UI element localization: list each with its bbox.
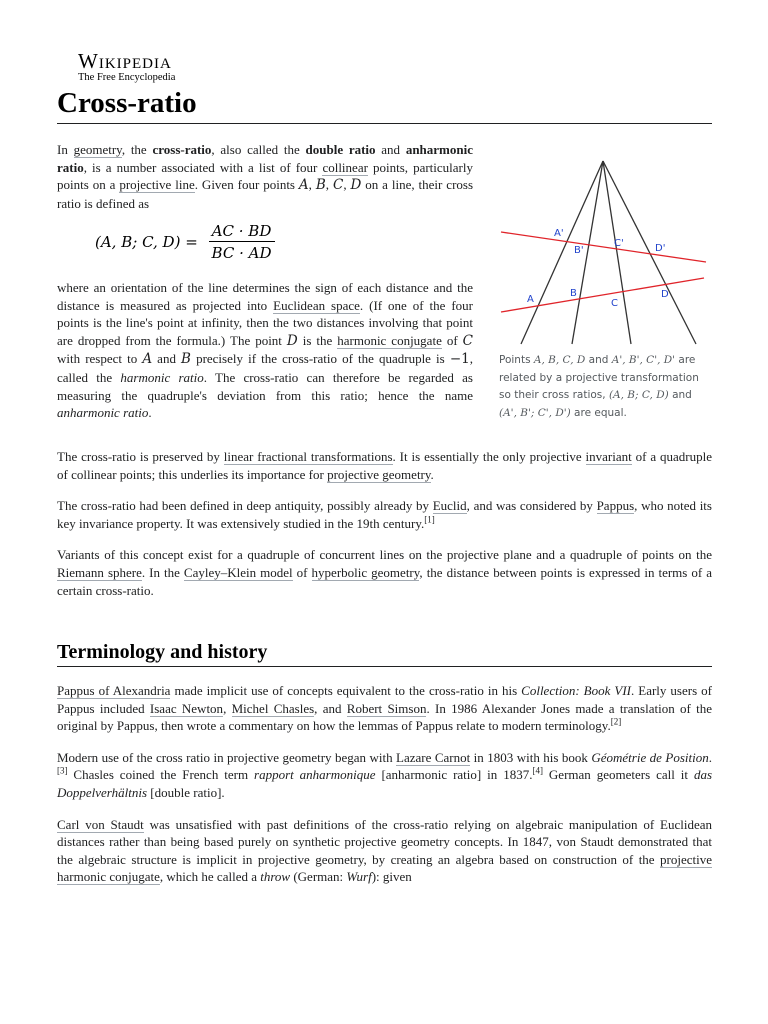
math-c: C [332,177,344,194]
label-a: A [527,294,534,305]
lead-section [57,141,473,226]
math-points-primed: A', B', C', D' [611,354,676,366]
text: , the [121,142,153,157]
projective-lines-diagram [496,156,712,346]
cross-ratio-formula [95,222,275,262]
link-isaac-newton[interactable]: Isaac Newton [149,700,224,716]
text: Modern use of the cross ratio in projective geometry began with [57,749,397,765]
ray-a [521,161,603,344]
text: , the distance between points is expressed in terms of a certain cross-ratio. [57,564,712,598]
link-projective-harmonic-conjugate[interactable]: projective harmonic conjugate [57,851,712,885]
label-b-prime: B' [574,245,584,256]
body-section-2 [57,682,712,900]
text: Points [499,354,534,366]
citation-3[interactable] [57,766,68,776]
title-collection: Collection: Book VII [521,683,631,698]
text: in 1803 with his book [470,749,592,765]
text: was unsatisfied with past definitions of the cross-ratio relying on algebraic manipulation of Euclidean distances rather than being based purely on synthetic projective geometry concepts. In 1847, von Staudt demonstrated that the algebraic structure is implicit in projective geometry, by creating an algebra based on construction of the [57,816,712,867]
math-a: A [142,351,153,368]
text: , [343,177,351,193]
link-projective-line[interactable]: projective line [119,177,195,193]
text: points, particularly points on a [57,159,473,193]
history-paragraph-2 [57,749,712,802]
citation-link[interactable]: [3] [57,766,68,777]
formula-fraction [209,222,275,262]
text: . In the [141,564,184,580]
math-d: D [286,332,298,349]
term-rapport-anharmonique: rapport anharmonique [254,767,376,783]
text: . (If one of the four points is the line's point at infinity, then the two distances involving that point are dropped from the formula.) The point [57,297,473,348]
text: In [57,142,74,157]
link-pappus-of-alexandria[interactable]: Pappus of Alexandria [57,683,171,698]
math-points-abcd: A, B, C, D [533,354,586,366]
link-euclidean-space[interactable]: Euclidean space [273,297,360,313]
citation-link[interactable]: [2] [610,716,622,727]
link-pappus[interactable]: Pappus [596,498,635,514]
concurrent-rays [521,161,696,344]
link-robert-simson[interactable]: Robert Simson [346,700,427,716]
formula-denominator: BC · AD [211,244,272,262]
term-wurf: Wurf [346,869,372,885]
label-b: B [570,288,577,299]
page-title: Cross-ratio [57,84,712,124]
text: The cross-ratio had been defined in deep antiquity, possibly already by [57,498,433,514]
math-ratio-abcd: (A, B; C, D) [608,389,669,401]
math-b: B [181,351,191,368]
text: , [308,177,316,193]
text: of [292,564,312,580]
text: , is a number associated with a list of four [83,159,323,175]
text: . In 1986 Alexander Jones made a translation of the original by Pappus, then wrote a commentary on how the lemmas of Pappus relate to modern terminology. [57,700,712,734]
text: [double ratio]. [147,784,225,800]
citation-link[interactable]: [4] [532,766,543,777]
text: . Given four points [194,177,299,193]
term-anharmonic-ratio: anharmonic ratio [57,405,149,421]
body-paragraph-1 [57,448,712,483]
history-paragraph-1 [57,682,712,735]
text: of a quadruple of collinear points; this underlies its importance for [57,449,712,482]
text: made implicit use of concepts equivalent to the cross-ratio in his [170,683,522,698]
secant-top [501,232,706,262]
link-carl-von-staudt[interactable]: Carl von Staudt [57,816,144,832]
term-cross-ratio: cross-ratio [152,142,212,157]
wikipedia-logo[interactable] [78,50,175,84]
text: precisely if the cross-ratio of the quadruple is [190,351,450,367]
text: . [148,405,152,421]
logo-tagline: The Free Encyclopedia [78,72,176,83]
label-d-prime: D' [655,243,666,254]
text: of [441,332,463,348]
math-ratio-primed: (A', B'; C', D') [499,406,571,419]
link-projective-geometry[interactable]: projective geometry [327,466,431,482]
term-anharmonic-ratio: anharmonic ratio [57,142,473,175]
text: , [223,700,232,716]
link-cayley-klein-model[interactable]: Cayley–Klein model [183,564,293,580]
text: Variants of this concept exist for a quadruple of concurrent lines on the projective plane and a quadruple of points on the [57,547,712,563]
text: is the [297,332,338,348]
text: with respect to [57,351,143,367]
lead-paragraph-1 [57,141,473,212]
citation-1[interactable] [424,514,435,524]
text: . Early users of Pappus included [57,683,712,716]
logo-wordmark: Wikipedia [78,49,172,73]
history-paragraph-3 [57,816,712,886]
link-invariant[interactable]: invariant [585,449,632,464]
formula-lhs: (A, B; C, D) = [95,233,198,251]
text: , who noted its key invariance property. It was extensively studied in the 19th century. [57,498,712,531]
link-michel-chasles[interactable]: Michel Chasles [231,700,315,716]
text: are related by a projective transformation so their cross ratios, [499,354,699,401]
text: . [708,749,712,765]
link-collinear[interactable]: collinear [322,159,368,175]
section-heading-terminology: Terminology and history [57,638,712,667]
text: [anharmonic ratio] in 1837. [375,767,533,783]
cross-ratio-figure[interactable] [496,156,712,351]
label-c-prime: C' [614,238,624,249]
link-geometry[interactable]: geometry [73,142,122,157]
text: where an orientation of the line determines the sign of each distance and the distance is measured as projected into [57,280,473,313]
label-d: D [661,289,669,300]
text: and [585,354,612,366]
term-harmonic-ratio: harmonic ratio [120,369,204,385]
text: , and [314,700,347,716]
text: on a line, their cross ratio is defined as [57,177,474,211]
text: . It is essentially the only projective [392,449,586,464]
math-d: D [350,177,362,194]
text: Chasles coined the French term [67,767,255,783]
link-riemann-sphere[interactable]: Riemann sphere [57,564,142,580]
link-lazare-carnot[interactable]: Lazare Carnot [396,749,471,765]
link-euclid[interactable]: Euclid [432,498,467,514]
math-c: C [462,332,473,349]
point-labels [527,228,669,309]
term-doppelverhaltnis: das Doppelverhältnis [57,767,712,800]
lead-paragraph-2 [57,279,473,422]
text: German geometers call it [542,767,694,783]
link-linear-fractional-transformations[interactable]: linear fractional transformations [223,449,393,464]
lead-section-continued [57,279,473,436]
citation-link[interactable]: [1] [424,514,435,525]
math-minus-one: −1 [449,351,470,368]
text: and [152,351,182,367]
label-c: C [611,298,618,309]
body-section-1 [57,448,712,613]
body-paragraph-2 [57,497,712,532]
text: (German: [290,869,347,885]
math-b: B [315,177,326,194]
text: . The cross-ratio can therefore be regarded as measuring the quadruple's deviation from this ratio; hence the name [57,369,473,403]
citation-2[interactable] [611,717,622,727]
text: , called the [57,351,473,385]
label-a-prime: A' [554,228,564,239]
formula-numerator: AC · BD [209,222,275,242]
text: and [668,389,692,401]
title-geometrie-de-position: Géométrie de Position [591,749,709,765]
term-double-ratio: double ratio [305,142,376,157]
math-a: A [298,177,309,194]
text: . [430,466,434,482]
text: The cross-ratio is preserved by [57,449,224,464]
text: and [375,142,406,157]
text: , and was considered by [466,498,597,514]
text: are equal. [570,406,627,419]
link-hyperbolic-geometry[interactable]: hyperbolic geometry [311,564,420,580]
text: , which he called a [159,869,261,885]
citation-4[interactable] [532,766,543,776]
text: , also called the [211,142,306,157]
term-throw: throw [260,869,291,885]
text: , [325,177,333,193]
figure-caption [499,352,709,422]
body-paragraph-3 [57,546,712,599]
link-harmonic-conjugate[interactable]: harmonic conjugate [337,332,442,348]
text: ): given [371,869,412,885]
